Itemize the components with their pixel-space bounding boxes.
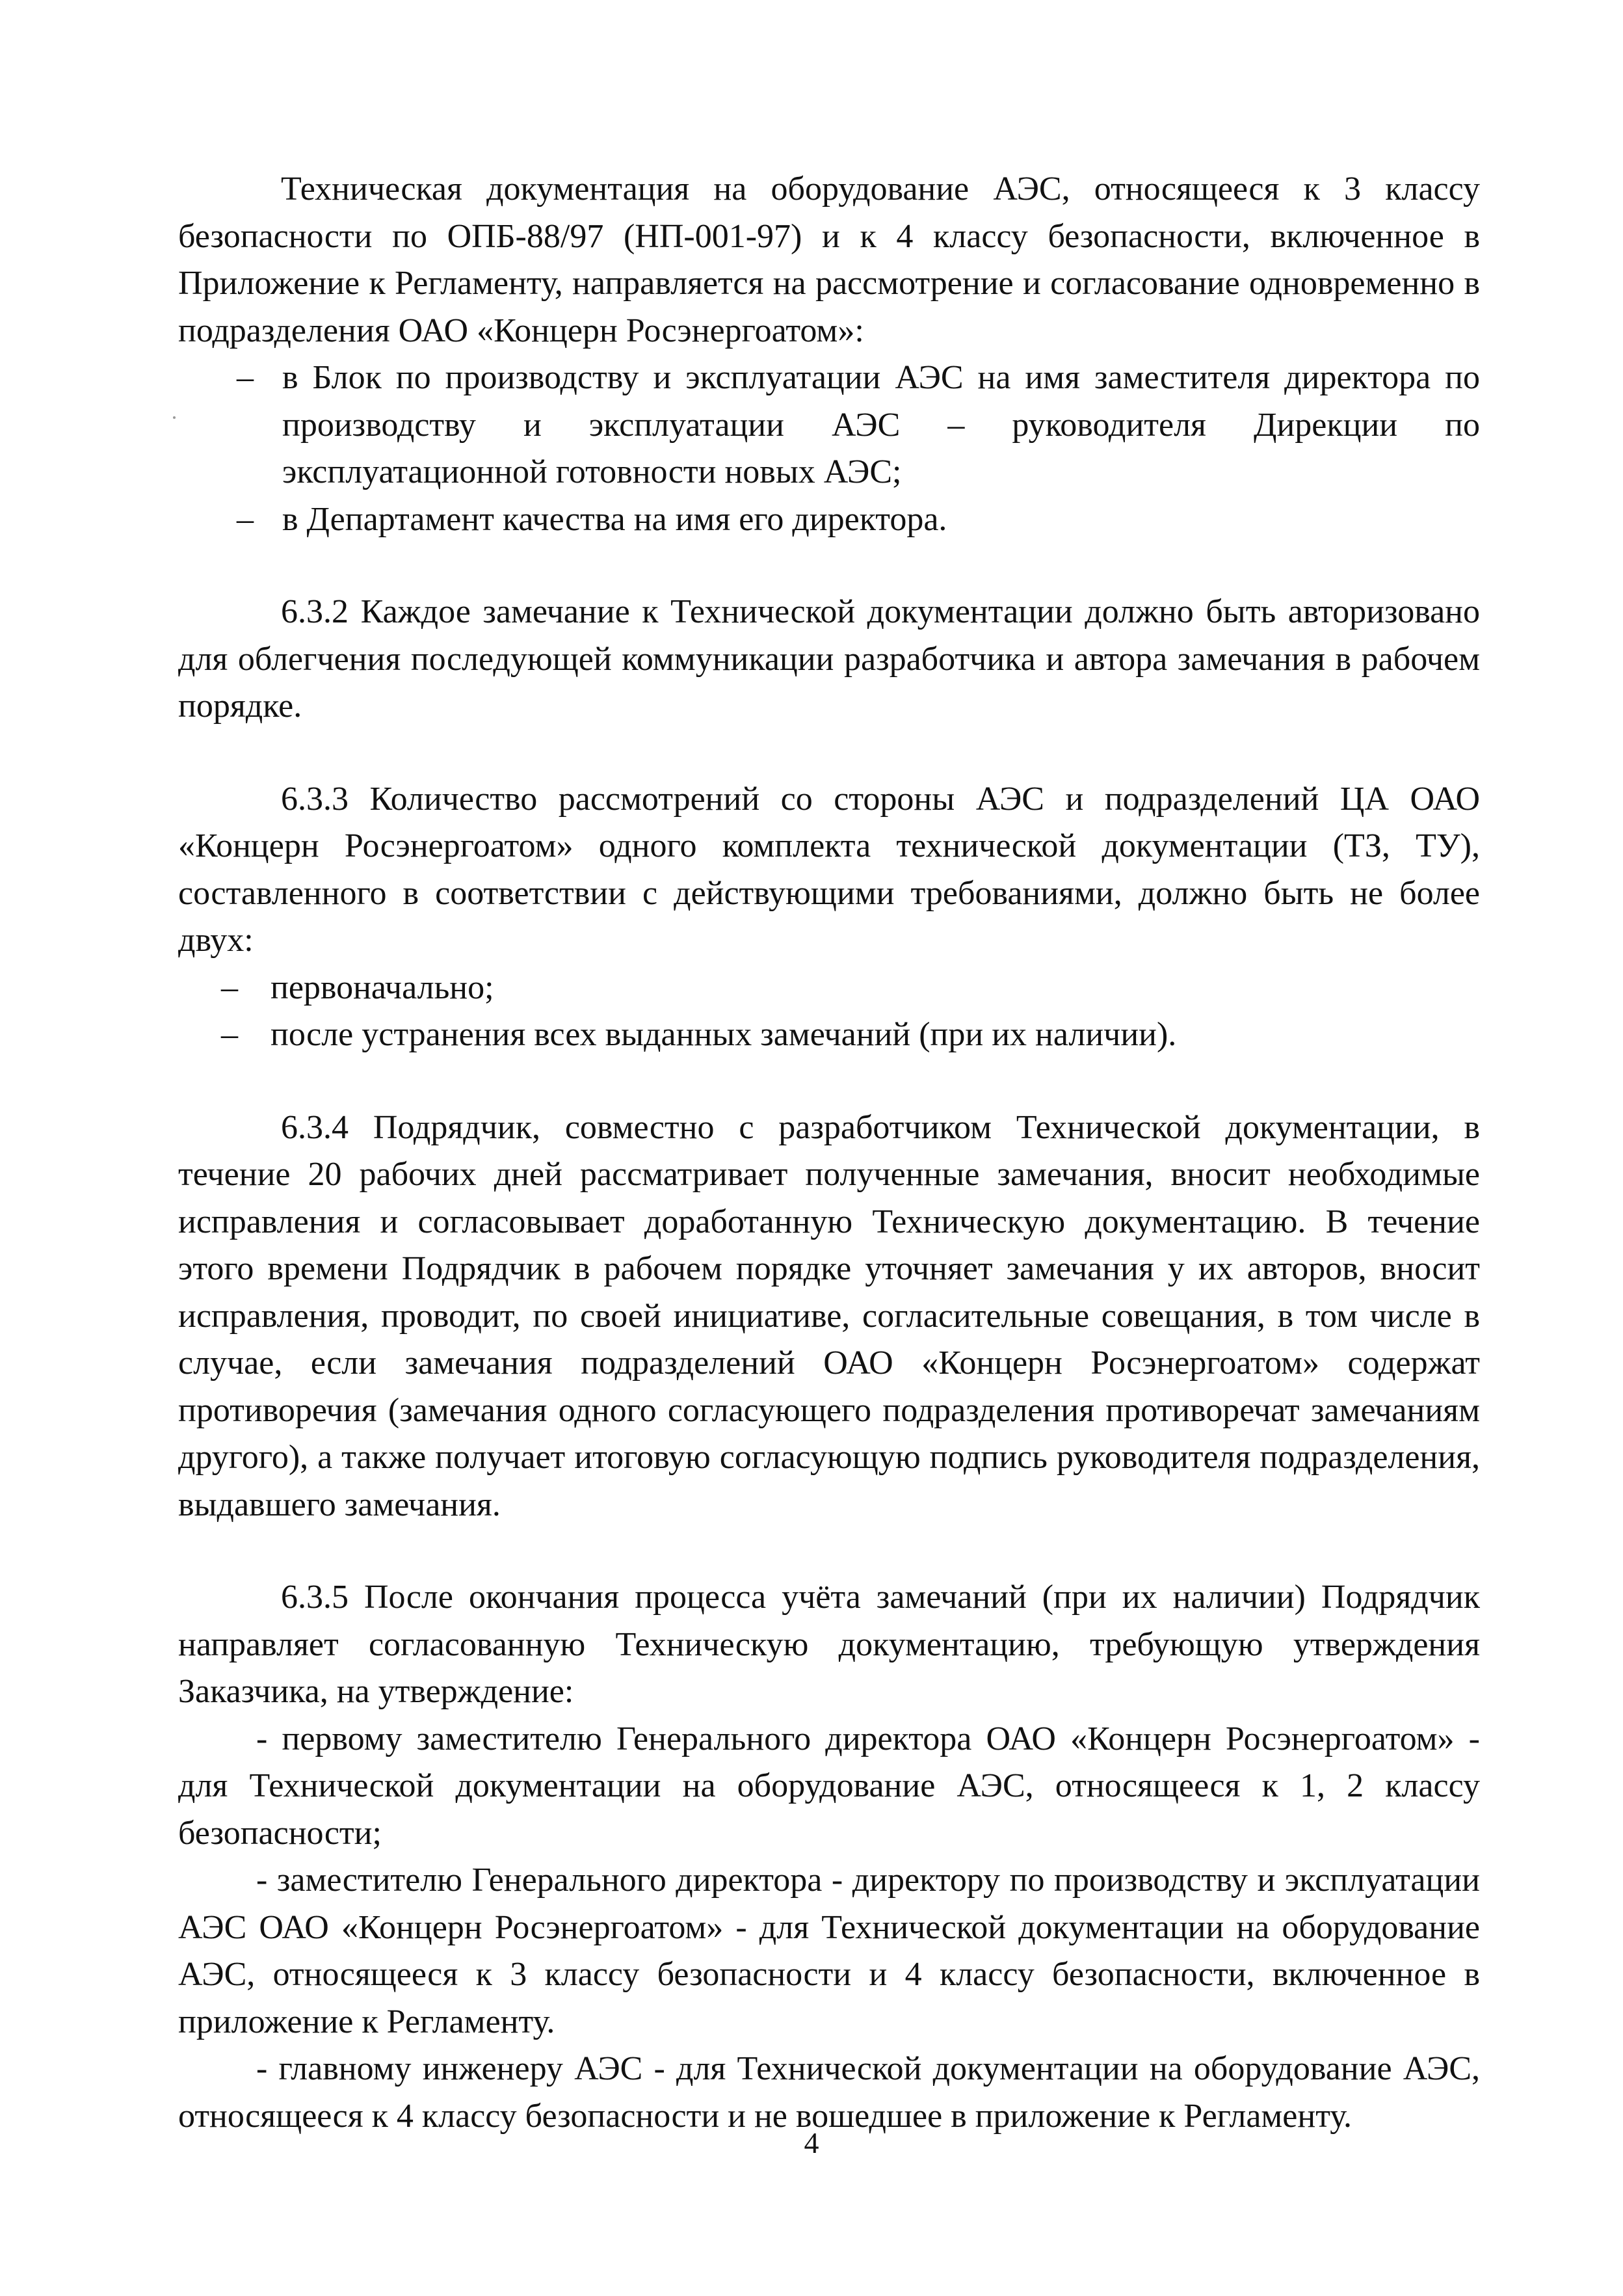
dash-marker: – [221, 1016, 238, 1053]
section-6-3-4: 6.3.4 Подрядчик, совместно с разработчиком Технической документации, в течение 20 рабочих дней рассматривает полученные замечания, вносит необходимые исправления и согласовывает доработанную Техническую документацию. В течение этого времени Подрядчик в рабочем порядке уточняет замечания у их авторов, вносит исправления, проводит, по своей инициативе, согласительные совещания, в том числе в случае, если замечания подразделений ОАО «Концерн Росэнергоатом» содержат противоречия (замечания одного согласующего подразделения противоречат замечаниям другого), а также получает итоговую согласующую подпись руководителя подразделения, выдавшего замечания. [178, 1108, 1480, 1523]
list-item [178, 965, 1480, 1012]
approval-item-chief-engineer: - главному инженеру АЭС - для Технической документации на оборудование АЭС, относящееся к 4 классу безопасности и не вошедшее в приложение к Регламенту. [178, 2050, 1480, 2135]
intro-list [178, 354, 1480, 543]
section-6-3-3: 6.3.3 Количество рассмотрений со стороны АЭС и подразделений ЦА ОАО «Концерн Росэнергоатом» одного комплекта технической документации (ТЗ, ТУ), составленного в соответствии с действующими требованиями, должно быть не более двух: [178, 780, 1480, 959]
approval-item-deputy-director: - заместителю Генерального директора - директору по производству и эксплуатации АЭС ОАО «Концерн Росэнергоатом» - для Технической документации на оборудование АЭС, относящееся к 3 классу безопасности и 4 классу безопасности, включенное в приложение к Регламенту. [178, 1862, 1480, 2040]
approval-item-first-deputy: - первому заместителю Генерального директора ОАО «Концерн Росэнергоатом» - для Технической документации на оборудование АЭС, относящееся к 1, 2 классу безопасности; [178, 1720, 1480, 1852]
scan-speck [173, 416, 176, 419]
dash-marker: – [221, 968, 238, 1006]
dash-marker: – [237, 359, 254, 396]
page-number: 4 [804, 2126, 819, 2159]
list-item-text: после устранения всех выданных замечаний (при их наличии). [270, 1016, 1177, 1053]
section-6-3-2: 6.3.2 Каждое замечание к Технической документации должно быть авторизовано для облегчения последующей коммуникации разработчика и автора замечания в рабочем порядке. [178, 593, 1480, 725]
list-item [178, 354, 1480, 496]
list-item-text: в Блок по производству и эксплуатации АЭС на имя заместителя директора по производству и эксплуатации АЭС – руководителя Дирекции по эксплуатационной готовности новых АЭС; [282, 359, 1480, 490]
list-item [178, 496, 1480, 544]
section-6-3-5: 6.3.5 После окончания процесса учёта замечаний (при их наличии) Подрядчик направляет согласованную Техническую документацию, требующую утверждения Заказчика, на утверждение: [178, 1579, 1480, 1710]
list-item [178, 1011, 1480, 1059]
intro-paragraph: Техническая документация на оборудование АЭС, относящееся к 3 классу безопасности по ОПБ-88/97 (НП-001-97) и к 4 классу безопасности, включенное в Приложение к Регламенту, направляется на рассмотрение и согласование одновременно в подразделения ОАО «Концерн Росэнергоатом»: [178, 170, 1480, 349]
list-item-text: первоначально; [270, 968, 494, 1006]
dash-marker: – [237, 500, 254, 538]
text-column [178, 166, 1480, 2140]
section-6-3-3-list [178, 965, 1480, 1059]
list-item-text: в Департамент качества на имя его директора. [282, 500, 947, 538]
